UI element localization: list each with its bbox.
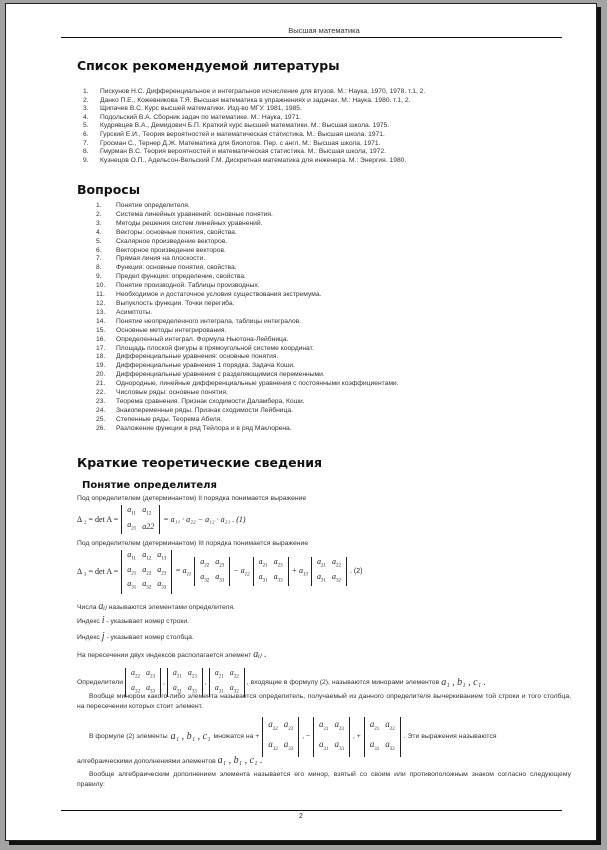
formula-1-rhs: = a₁₁ · a₂₂ − a₁₂ · a₂₁ . (1) [163, 515, 246, 525]
list-text: Гросман С., Тернер Д.Ж. Математика для биологов. Пер. с англ. М.: Высшая школа, 1971. [100, 139, 381, 147]
det2-intro: Под определителем (детерминантом) II порядка понимается выражение [77, 495, 307, 502]
cofactor-text: В формуле (2) элементы a₁ , b₁ , c₁ множатся на + $a_{22}$ $a_{23}$ $a_{32}$ $a_{33}$ , − $a_{21}$ $a_{23}$ $a_{31}$ $a_{33}$ , + $a_{21}$ $a_{22}$ $a_{31}$ $a_{32}$ . Эти выражения называются [77, 717, 497, 757]
list-text: Понятие производной. Таблицы производных. [116, 282, 260, 290]
list-text: Система линейных уравнений: основные понятия. [116, 210, 273, 218]
list-item [96, 291, 399, 300]
list-text: Выпуклость функции. Точки перегиба. [116, 299, 235, 307]
list-number: 9. [96, 273, 102, 281]
list-item [96, 398, 399, 407]
list-item [96, 211, 399, 220]
list-item [96, 202, 399, 211]
formula-2: Δ ₃ = det A = $a_{11}$ $a_{12}$ $a_{13}$ $a_{21}$ $a_{22}$ $a_{23}$ $a_{31}$ $a_{32}$ $a_{33}$ = $a_{11}$ $a_{22}$ $a_{23}$ $a_{32}$ $a_{33}$ − $a_{12}$ $a_{21}$ $a_{23}$ $a_{31}$ $a_{33}$ + $a_{13}$ $a_{21}$ $a_{22}$ $a_{31}$ $a_{32}$ . (2) [77, 550, 363, 594]
list-text: Скалярное произведение векторов. [116, 237, 228, 245]
list-item [96, 380, 399, 389]
list-item [96, 238, 399, 247]
list-item [96, 353, 399, 362]
list-item [83, 105, 425, 114]
list-item [83, 157, 425, 166]
list-text: Дифференциальные уравнения с разделяющимися переменными. [116, 371, 325, 379]
list-text: Дифференциальные уравнения 1 порядка. Задача Коши. [116, 362, 295, 370]
list-number: 26. [96, 424, 106, 432]
list-item [96, 273, 399, 282]
running-header: Высшая математика [288, 26, 360, 35]
list-number: 1. [96, 202, 102, 209]
list-number: 7. [96, 255, 102, 263]
list-text: Теорема сравнения. Признак сходимости Даламбера, Коши. [116, 397, 305, 405]
list-item [96, 264, 399, 273]
list-number: 19. [96, 362, 106, 370]
list-text: Прямая линия на плоскости. [116, 255, 206, 263]
list-item [83, 131, 425, 140]
det2-matrix: $a_{11}$ $a_{12}$ $a_{21}$ a22 [121, 505, 160, 534]
list-text: Числовые ряды: основные понятия. [116, 389, 228, 397]
list-number: 12. [96, 299, 106, 307]
list-number: 25. [96, 415, 106, 423]
minor-definition: Вообще минором какого-либо элемента называется определитель, получаемый из данного определителя вычеркиванием той строки и того столбца, на пересечении которых стоит элемент. [77, 693, 571, 710]
questions-list [96, 202, 399, 434]
list-number: 5. [96, 237, 102, 245]
list-number: 8. [83, 148, 89, 156]
questions-heading: Вопросы [77, 182, 141, 197]
list-item [96, 407, 399, 416]
list-number: 16. [96, 335, 106, 343]
list-number: 24. [96, 406, 106, 414]
list-text: Данко П.Е., Кожевникова Т.Я. Высшая математика в упражнениях и задачах. М.: Наука. 1980. т.1, 2. [100, 96, 411, 104]
list-item [96, 389, 399, 398]
list-item [96, 336, 399, 345]
list-item [96, 247, 399, 256]
list-text: Разложение функции в ряд Тейлора и в ряд Маклорена. [116, 424, 292, 432]
list-item [96, 327, 399, 336]
intersection-text: На пересечении двух индексов располагается элемент aᵢⱼ . [77, 649, 267, 660]
list-item [96, 282, 399, 291]
list-text: Дифференциальные уравнения: основные понятия. [116, 353, 279, 361]
list-item [96, 425, 399, 434]
list-text: Функция: основные понятия, свойства. [116, 264, 237, 272]
list-text: Гурский Е.И., Теория вероятностей и математическая статистика. М.: Высшая школа. 1971. [100, 130, 385, 138]
index-j-text: Индекс j - указывает номер столбца. [77, 631, 194, 642]
list-number: 23. [96, 397, 106, 405]
list-item [83, 140, 425, 149]
header-rule [61, 37, 562, 38]
formula-1-lhs: Δ ₂ = det A = [77, 515, 119, 525]
list-text: Асимптоты. [116, 308, 153, 316]
list-item [96, 318, 399, 327]
list-number: 9. [83, 156, 89, 164]
list-text: Векторное произведение векторов. [116, 246, 226, 254]
list-number: 4. [96, 228, 102, 236]
literature-list [83, 88, 425, 165]
cofactor-line2: алгебраическими дополнениями элементов a₁ , b₁ , c₁ . [77, 755, 263, 766]
list-number: 8. [96, 264, 102, 272]
list-text: Кузнецов О.П., Адельсон-Вельский Г.М. Дискретная математика для инженера. М.: Энергия. 1980. [100, 156, 407, 164]
list-text: Однородные, линейные дифференциальные уравнения с постоянными коэффициентами. [116, 380, 399, 388]
list-text: Щипачев В.С. Курс высшей математики. Изд-во МГУ. 1981, 1985. [100, 105, 302, 113]
minor-12: $a_{21}$ $a_{23}$ $a_{31}$ $a_{33}$ [253, 557, 289, 586]
list-text: Площадь плоской фигуры в прямоугольной системе координат. [116, 344, 314, 352]
list-item [96, 362, 399, 371]
list-number: 22. [96, 389, 106, 397]
list-text: Определенный интеграл. Формула Ньютона-Лейбница. [116, 335, 289, 343]
list-text: Пискунов Н.С. Дифференциальное и интегральное исчисление для втузов. М.: Наука. 1970, 1978. т.1, 2. [100, 88, 426, 95]
list-text: Знакопеременные ряды. Признак сходимости Лейбница. [116, 406, 293, 414]
list-item [96, 300, 399, 309]
list-item [96, 345, 399, 354]
page-number: 2 [299, 813, 303, 820]
list-item [96, 416, 399, 425]
list-text: Предел функции: определение, свойства. [116, 273, 246, 281]
list-text: Необходимое и достаточное условия существования экстремума. [116, 291, 322, 299]
list-text: Методы решения систем линейных уравнений. [116, 219, 263, 227]
list-number: 13. [96, 308, 106, 316]
det3-matrix: $a_{11}$ $a_{12}$ $a_{13}$ $a_{21}$ $a_{22}$ $a_{23}$ $a_{31}$ $a_{32}$ $a_{33}$ [121, 550, 172, 594]
literature-heading: Список рекомендуемой литературы [77, 58, 340, 73]
list-text: Понятие неопределенного интеграла, таблицы интегралов. [116, 317, 302, 325]
cofactor-definition: Вообще алгебраическим дополнением элемента называется его минор, взятый со своим или противоположным знаком согласно следующему правилу: [77, 771, 571, 788]
list-number: 1. [83, 88, 89, 95]
formula-2-label: . (2) [350, 568, 363, 576]
minor-13: $a_{21}$ $a_{22}$ $a_{31}$ $a_{32}$ [311, 557, 347, 586]
list-item [96, 220, 399, 229]
formula-2-lhs: Δ ₃ = det A = [77, 567, 119, 577]
list-number: 21. [96, 380, 106, 388]
index-i-text: Индекс i - указывает номер строки. [77, 615, 190, 626]
list-number: 7. [83, 139, 89, 147]
minor-11: $a_{22}$ $a_{23}$ $a_{32}$ $a_{33}$ [194, 557, 230, 586]
list-text: Степенные ряды. Теорема Абеля. [116, 415, 223, 423]
list-number: 11. [96, 291, 105, 299]
list-text: Подольский В.А. Сборник задач по математике. М.: Наука, 1971. [100, 113, 301, 121]
list-text: Основные методы интегрирования. [116, 326, 227, 334]
theory-heading: Краткие теоретические сведения [77, 455, 322, 470]
list-text: Кудрявцев В.А., Демидович Б.П. Краткий курс высшей математики. М.: Высшая школа. 1975. [100, 122, 390, 130]
list-item [96, 309, 399, 318]
list-number: 2. [96, 210, 102, 218]
list-number: 14. [96, 317, 106, 325]
list-number: 2. [83, 96, 89, 104]
list-number: 6. [83, 130, 89, 138]
list-number: 5. [83, 122, 89, 130]
list-item [96, 229, 399, 238]
list-number: 15. [96, 326, 106, 334]
elements-text: Числа aᵢⱼ называются элементами определителя. [77, 601, 236, 612]
list-item [83, 97, 425, 106]
list-number: 3. [96, 219, 102, 227]
list-number: 10. [96, 282, 106, 290]
formula-1 [77, 505, 246, 534]
list-item [83, 88, 425, 97]
list-text: Векторы: основные понятия, свойства. [116, 228, 237, 236]
list-text: Гмурман В.С. Теория вероятностей и математическая статистика. М.: Высшая школа, 1972. [100, 148, 387, 156]
list-item [83, 122, 425, 131]
list-number: 17. [96, 344, 106, 352]
determinant-subheading: Понятие определителя [82, 480, 217, 491]
list-number: 6. [96, 246, 102, 254]
list-number: 18. [96, 353, 106, 361]
list-number: 20. [96, 371, 106, 379]
list-item [83, 148, 425, 157]
det3-intro: Под определителем (детерминантом) III порядка понимается выражение [77, 540, 309, 547]
minors-text: Определители $a_{22}$ $a_{23}$ $a_{32}$ $a_{33}$ , $a_{21}$ $a_{23}$ $a_{31}$ $a_{33}$ , $a_{21}$ $a_{22}$ $a_{31}$ $a_{32}$ , входящие в формулу (2), называются минорами элементов a₁ , b₁ , c₁ . [77, 668, 486, 697]
footer-rule [61, 810, 562, 811]
list-item [96, 255, 399, 264]
list-text: Понятие определителя. [116, 202, 190, 209]
list-number: 4. [83, 113, 89, 121]
list-number: 3. [83, 105, 89, 113]
list-item [96, 371, 399, 380]
